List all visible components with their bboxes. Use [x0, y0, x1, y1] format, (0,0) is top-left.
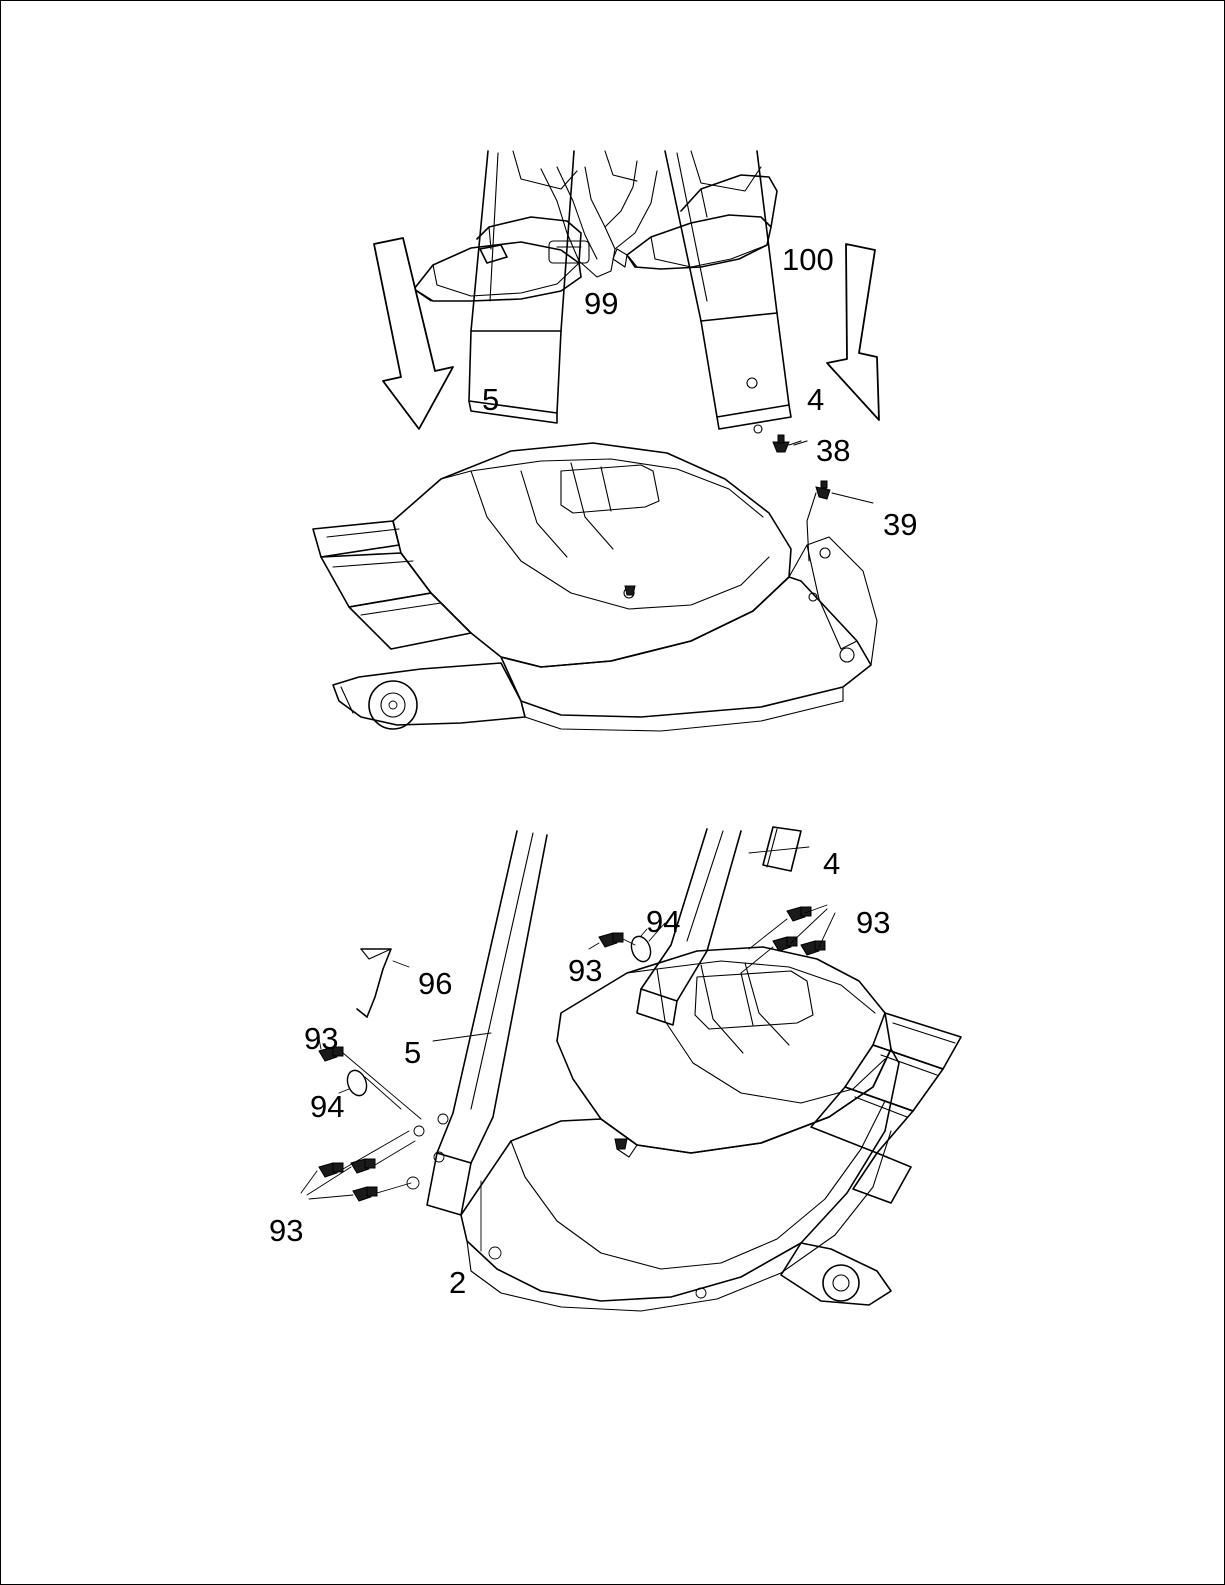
callout-4-top: 4: [807, 382, 825, 417]
right-upright-post: [665, 151, 791, 433]
leader-5-lower: [433, 1033, 491, 1041]
rear-wheel-assembly: [781, 1243, 891, 1305]
callout-100: 100: [782, 242, 834, 277]
screw-set-lower-left: [301, 1131, 415, 1201]
deck-rail-lower: [811, 1013, 961, 1203]
screw-39: [816, 481, 830, 499]
down-arrow-right: [827, 244, 879, 420]
callout-93-left: 93: [304, 1021, 339, 1056]
screw-93: [353, 1187, 377, 1201]
deck-rail: [313, 521, 471, 649]
callout-93-upper-mid: 93: [568, 953, 603, 988]
figure-top-graphic: [1, 1, 1225, 781]
screw-93: [801, 941, 825, 955]
callout-38: 38: [816, 433, 851, 468]
cable-bundle: [541, 161, 657, 277]
callout-5-bottom: 5: [404, 1035, 422, 1070]
callout-5-top: 5: [482, 382, 500, 417]
screw-set-upper-right: [741, 905, 835, 973]
screw-38: [773, 435, 801, 452]
screw-93: [773, 937, 797, 951]
callout-94-left: 94: [310, 1089, 345, 1124]
allen-wrench-96: [357, 949, 391, 1017]
screw-93-upper-mid: [589, 933, 635, 949]
leader-39: [832, 493, 873, 503]
motor-hood-cover-lower: [557, 947, 891, 1153]
front-foot-wheel: [333, 663, 525, 729]
screw-93: [351, 1159, 375, 1173]
callout-93-upper-right: 93: [856, 905, 891, 940]
base-frame: [461, 1049, 899, 1311]
washer-94-left: [339, 1068, 401, 1109]
figure-bottom-graphic: [1, 801, 1225, 1421]
right-grip-connector-100: [613, 175, 777, 269]
callout-4-bottom: 4: [823, 846, 841, 881]
callout-39: 39: [883, 507, 918, 542]
left-upright-post-lower: [407, 831, 547, 1215]
screw-93: [787, 907, 811, 921]
motor-hood-cover: [393, 443, 791, 667]
callout-93-lower-left: 93: [269, 1213, 304, 1248]
leader-96: [393, 961, 409, 967]
base-side-panel: [501, 537, 877, 731]
callout-2: 2: [449, 1265, 467, 1300]
left-grip-connector-99: [414, 217, 589, 301]
callout-99: 99: [584, 286, 619, 321]
callout-96: 96: [418, 966, 453, 1001]
leader-4-lower: [749, 847, 809, 853]
upper-frame-detail: [513, 151, 761, 191]
callout-94-upper: 94: [646, 904, 681, 939]
down-arrow-left: [374, 238, 453, 429]
